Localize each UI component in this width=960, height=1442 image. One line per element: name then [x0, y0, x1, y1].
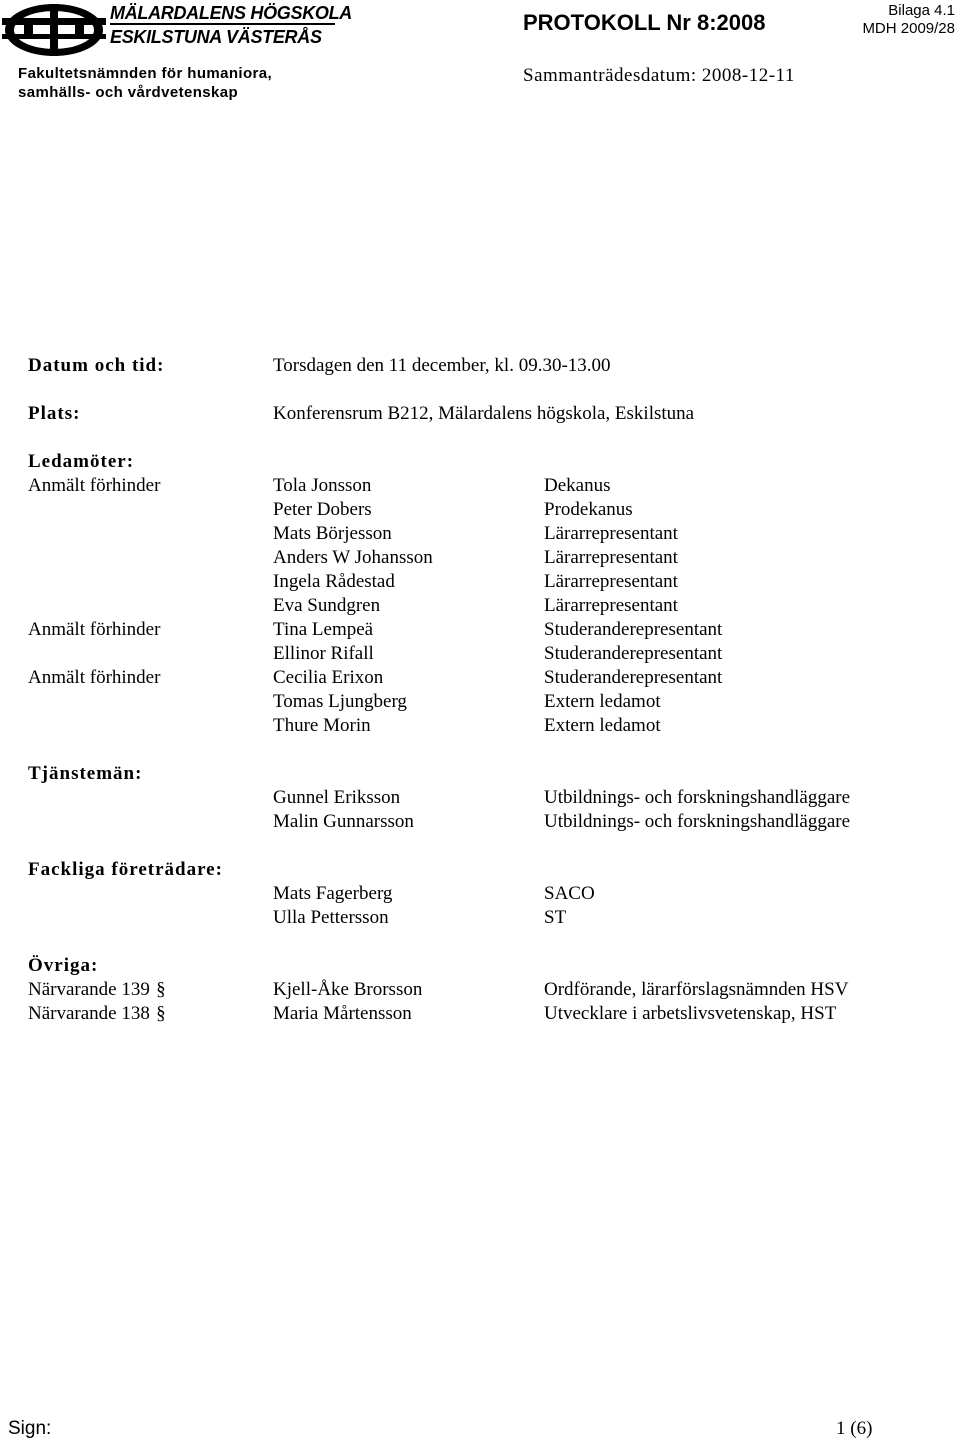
member-role: Prodekanus — [544, 499, 633, 520]
place-value: Konferensrum B212, Mälardalens högskola, Eskilstuna — [273, 403, 695, 424]
official-role: Utbildnings- och forskningshandläggare — [544, 811, 851, 832]
union-rep-name: Mats Fagerberg — [273, 883, 393, 904]
member-note: Anmält förhinder — [28, 475, 161, 496]
datetime-label: Datum och tid: — [28, 355, 165, 376]
other-presence: Närvarande 139 — [28, 979, 150, 1000]
union-heading: Fackliga företrädare: — [28, 859, 223, 880]
member-role: Studeranderepresentant — [544, 667, 723, 688]
paragraph-sign: § — [156, 1003, 166, 1024]
document-reference: MDH 2009/28 — [862, 20, 955, 37]
faculty-name — [18, 64, 272, 102]
paragraph-sign: § — [156, 979, 166, 1000]
union-rep-name: Ulla Pettersson — [273, 907, 389, 928]
member-name: Tola Jonsson — [273, 475, 372, 496]
signature-label: Sign: — [8, 1418, 52, 1439]
member-name: Peter Dobers — [273, 499, 372, 520]
logo-text-line2: ESKILSTUNA VÄSTERÅS — [110, 27, 322, 47]
official-name: Gunnel Eriksson — [273, 787, 401, 808]
member-name: Anders W Johansson — [273, 547, 433, 568]
member-role: Extern ledamot — [544, 715, 661, 736]
faculty-line2: samhälls- och vårdvetenskap — [18, 84, 239, 101]
member-note: Anmält förhinder — [28, 619, 161, 640]
logo-text-line1: MÄLARDALENS HÖGSKOLA — [110, 3, 352, 23]
member-name: Ellinor Rifall — [273, 643, 374, 664]
faculty-line1: Fakultetsnämnden för humaniora, — [18, 65, 273, 82]
datetime-value: Torsdagen den 11 december, kl. 09.30-13.00 — [273, 355, 611, 376]
other-role: Ordförande, lärarförslagsnämnden HSV — [544, 979, 849, 1000]
member-role: Extern ledamot — [544, 691, 661, 712]
others-heading: Övriga: — [28, 955, 99, 976]
protocol-title: PROTOKOLL Nr 8:2008 — [523, 10, 766, 35]
union-rep-org: SACO — [544, 883, 595, 904]
member-name: Eva Sundgren — [273, 595, 381, 616]
member-name: Ingela Rådestad — [273, 571, 395, 592]
member-name: Thure Morin — [273, 715, 371, 736]
officials-heading: Tjänstemän: — [28, 763, 143, 784]
member-role: Lärarrepresentant — [544, 523, 678, 544]
member-role: Studeranderepresentant — [544, 643, 723, 664]
other-role: Utvecklare i arbetslivsvetenskap, HST — [544, 1003, 837, 1024]
meeting-date: Sammanträdesdatum: 2008-12-11 — [523, 65, 795, 86]
other-name: Maria Mårtensson — [273, 1003, 412, 1024]
university-logo-text — [110, 4, 352, 46]
member-name: Tina Lempeä — [273, 619, 374, 640]
member-role: Dekanus — [544, 475, 611, 496]
other-note — [28, 1002, 166, 1026]
member-role: Lärarrepresentant — [544, 571, 678, 592]
members-heading: Ledamöter: — [28, 451, 135, 472]
appendix-label: Bilaga 4.1 — [888, 2, 955, 19]
other-note — [28, 978, 166, 1002]
member-note: Anmält förhinder — [28, 667, 161, 688]
member-name: Mats Börjesson — [273, 523, 392, 544]
page-number: 1 (6) — [836, 1418, 873, 1439]
member-name: Tomas Ljungberg — [273, 691, 407, 712]
member-role: Studeranderepresentant — [544, 619, 723, 640]
official-name: Malin Gunnarsson — [273, 811, 414, 832]
other-presence: Närvarande 138 — [28, 1003, 150, 1024]
place-label: Plats: — [28, 403, 81, 424]
member-role: Lärarrepresentant — [544, 595, 678, 616]
member-name: Cecilia Erixon — [273, 667, 384, 688]
union-rep-org: ST — [544, 907, 567, 928]
appendix-reference — [862, 2, 955, 38]
official-role: Utbildnings- och forskningshandläggare — [544, 787, 851, 808]
member-role: Lärarrepresentant — [544, 547, 678, 568]
other-name: Kjell-Åke Brorsson — [273, 979, 423, 1000]
university-logo-icon — [2, 2, 106, 63]
